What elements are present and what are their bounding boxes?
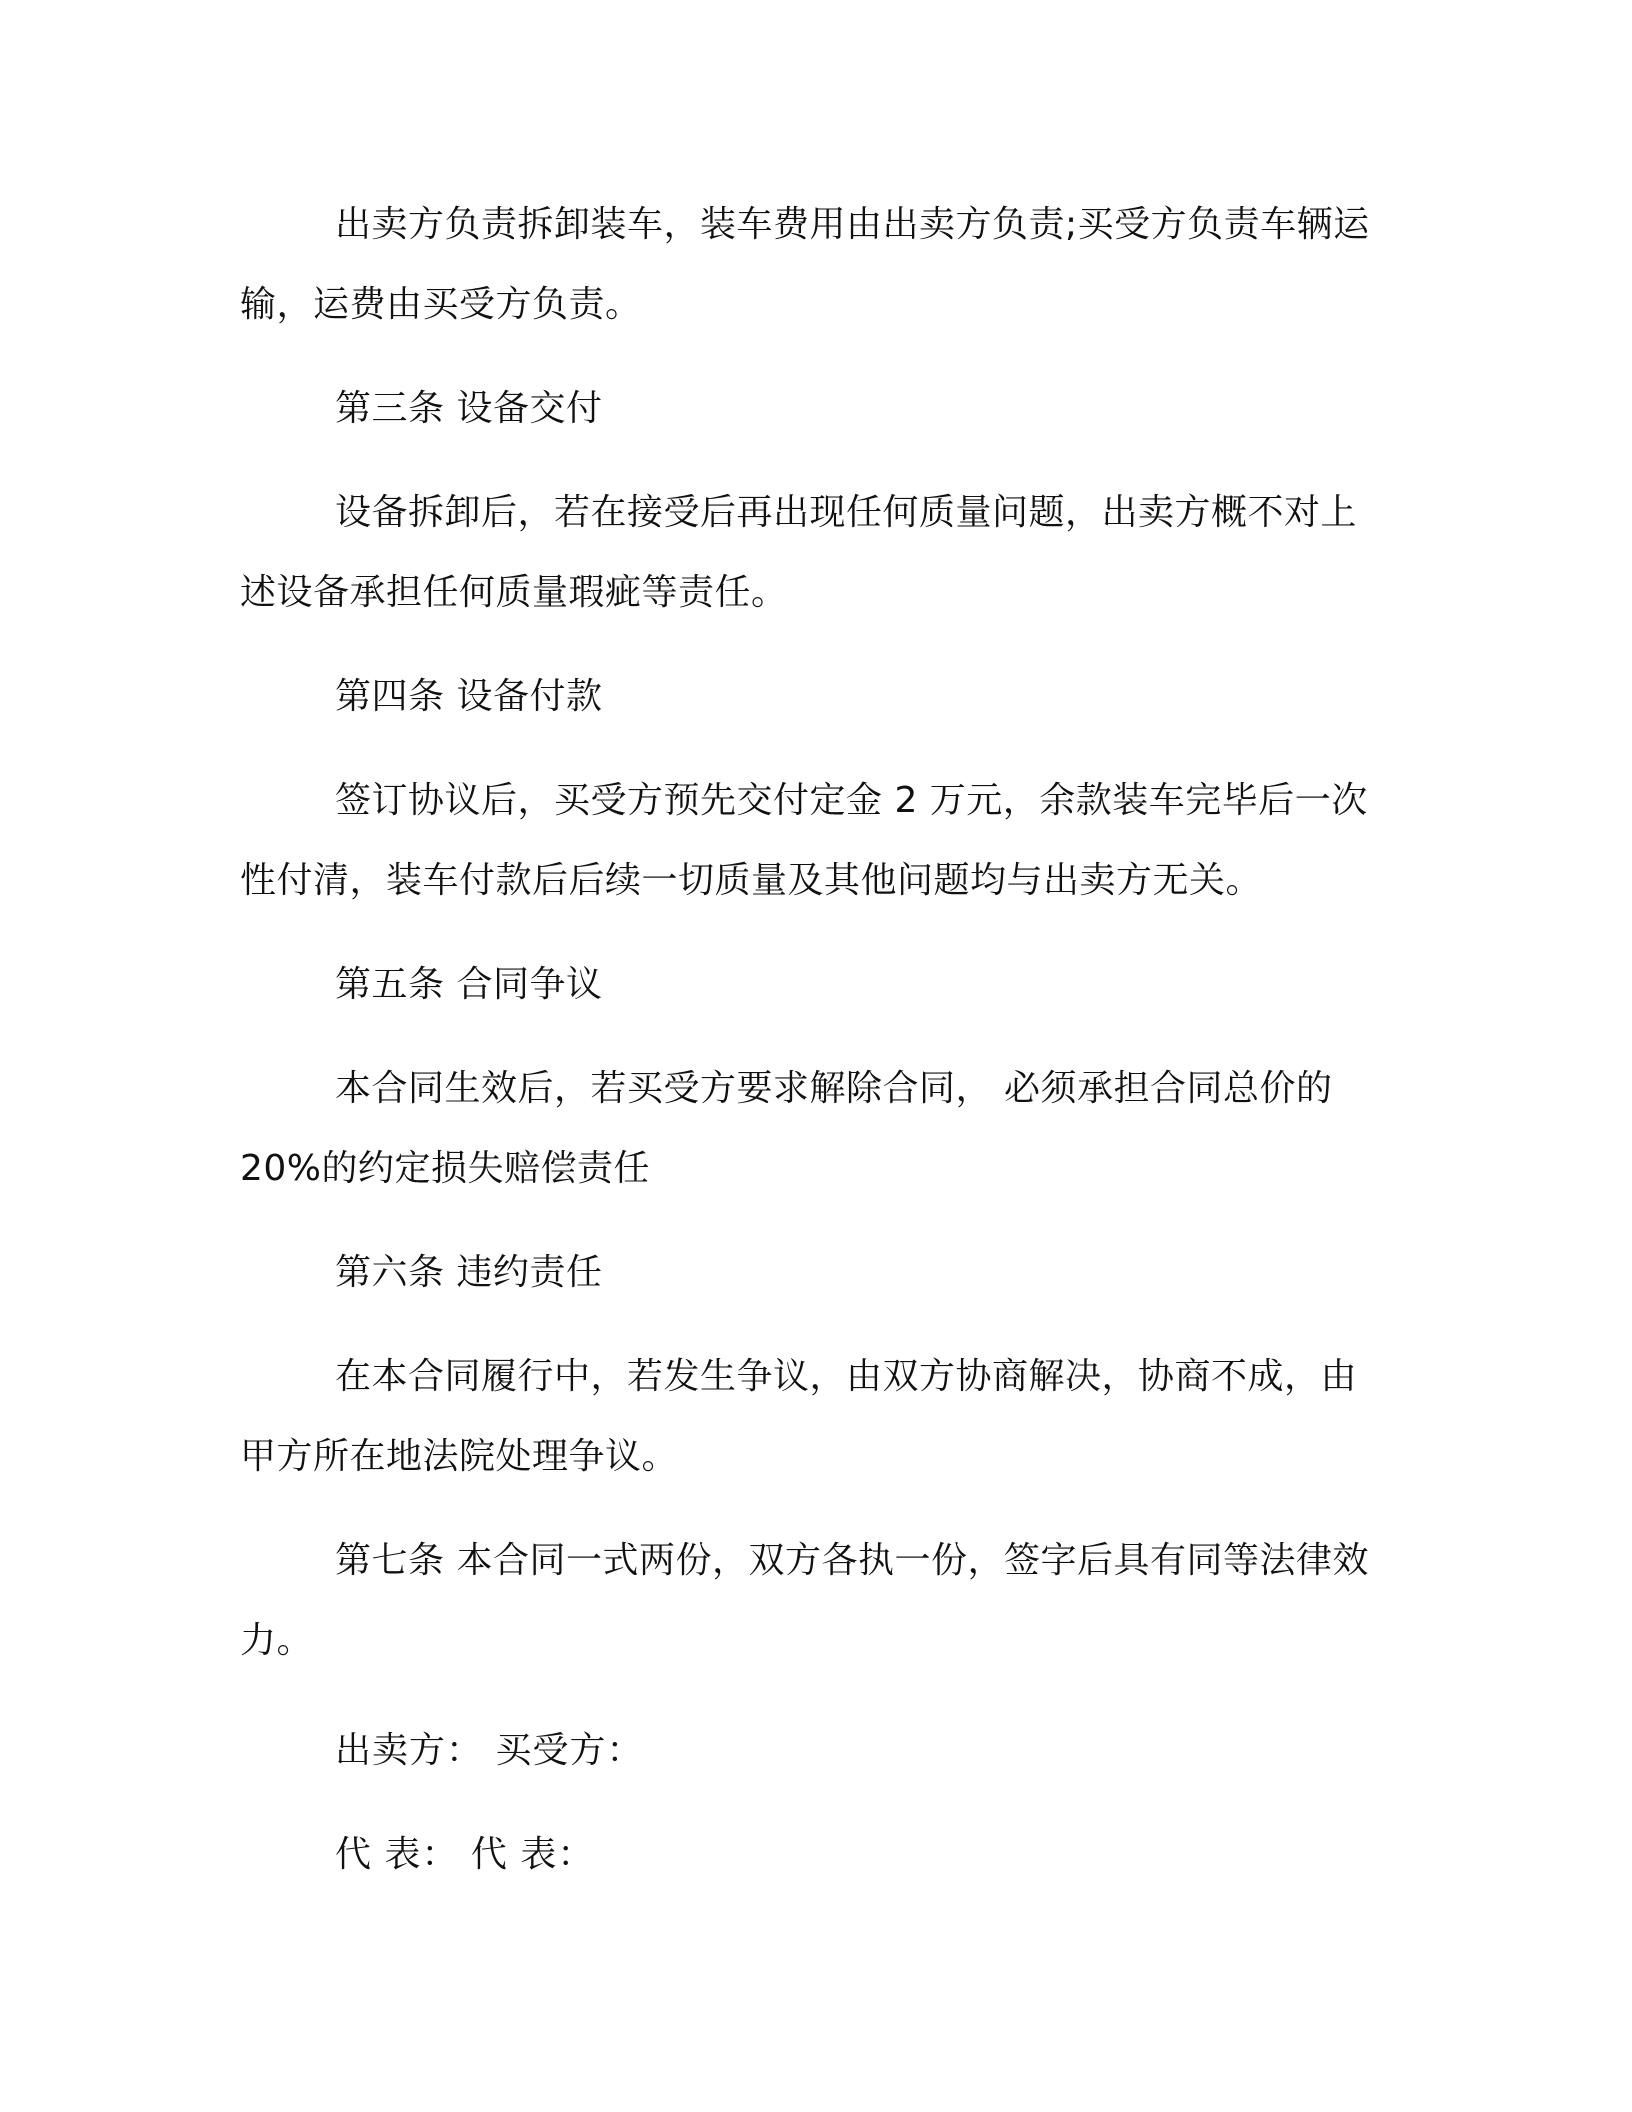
signature-representatives-line: 代 表： 代 表： bbox=[335, 1834, 595, 1875]
article-6-body: 在本合同履行中，若发生争议，由双方协商解决，协商不成，由甲方所在地法院处理争议。 bbox=[240, 1356, 1358, 1477]
article-5-heading: 第五条 合同争议 bbox=[335, 964, 603, 1005]
spacer bbox=[240, 1791, 1390, 1815]
spacer bbox=[240, 921, 1390, 945]
article-3-body: 设备拆卸后，若在接受后再出现任何质量问题，出卖方概不对上述设备承担任何质量瑕疵等责任。 bbox=[240, 492, 1358, 613]
article-6-heading: 第六条 违约责任 bbox=[335, 1252, 603, 1293]
document-body bbox=[240, 185, 1390, 1895]
article-4-heading: 第四条 设备付款 bbox=[335, 676, 603, 717]
signature-parties-line: 出卖方： 买受方： bbox=[335, 1730, 644, 1771]
article-3-heading: 第三条 设备交付 bbox=[335, 388, 603, 429]
spacer bbox=[240, 1497, 1390, 1521]
spacer bbox=[240, 633, 1390, 657]
article-7-body: 第七条 本合同一式两份，双方各执一份，签字后具有同等法律效力。 bbox=[240, 1540, 1369, 1661]
spacer bbox=[240, 345, 1390, 369]
paragraph-loading-transport: 出卖方负责拆卸装车，装车费用由出卖方负责;买受方负责车辆运输，运费由买受方负责。 bbox=[240, 204, 1370, 325]
spacer bbox=[240, 737, 1390, 761]
spacer bbox=[240, 1025, 1390, 1049]
article-4-body: 签订协议后，买受方预先交付定金 2 万元，余款装车完毕后一次性付清，装车付款后后续一切质量及其他问题均与出卖方无关。 bbox=[240, 780, 1368, 901]
spacer bbox=[240, 1209, 1390, 1233]
spacer bbox=[240, 449, 1390, 473]
article-5-body: 本合同生效后，若买受方要求解除合同， 必须承担合同总价的20%的约定损失赔偿责任 bbox=[240, 1068, 1333, 1189]
spacer bbox=[240, 1313, 1390, 1337]
spacer bbox=[240, 1681, 1390, 1711]
